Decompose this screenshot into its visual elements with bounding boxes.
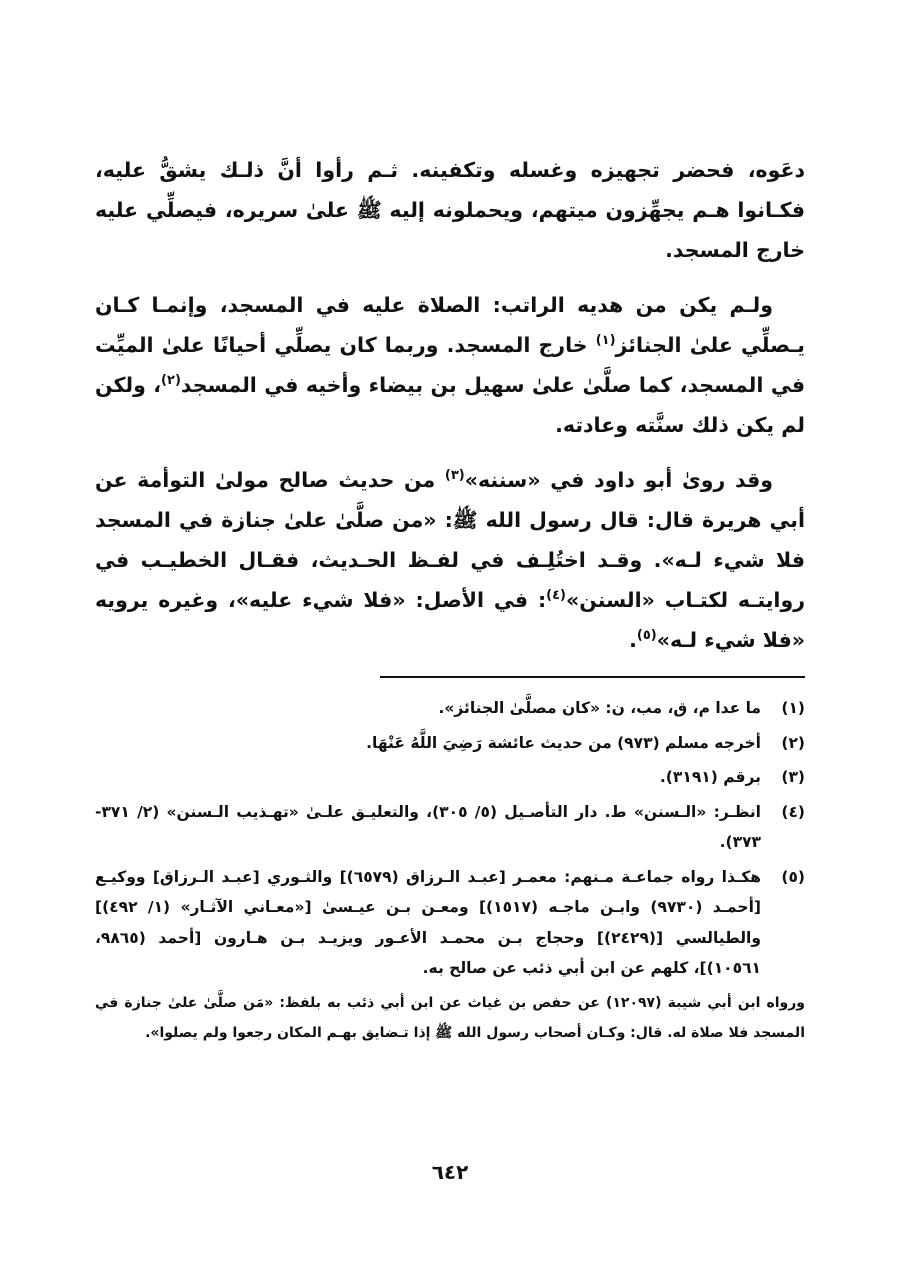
- footnote-4: [95, 797, 805, 858]
- footnote-text: ما عدا م، ق، مب، ن: «كان مصلَّىٰ الجنائز».: [438, 699, 761, 717]
- paragraph-3-part-b: من حديث صالح مولىٰ التوأمة عن أبي هريرة قال: قال رسول الله ﷺ: «من صلَّىٰ علىٰ جنازة في المسجد فلا شيء لـه». وقـد اختُلِـف في لفـظ الحـديث، فقـال الخطيـب في روايتـه لكتـاب «السنن»: [95, 468, 805, 612]
- footnote-ref-3[interactable]: (٣): [444, 468, 465, 484]
- footnote-1: [95, 693, 805, 724]
- footnote-2: [95, 728, 805, 759]
- footnote-ref-4[interactable]: (٤): [546, 588, 566, 604]
- main-text: [95, 150, 805, 675]
- paragraph-3: [95, 460, 805, 660]
- footnote-ref-1[interactable]: (١): [595, 333, 616, 349]
- paragraph-2-part-c: ، ولكن لم يكن ذلك سنَّته وعادته.: [95, 373, 805, 437]
- footnote-ref-5[interactable]: (٥): [636, 628, 657, 644]
- paragraph-3-part-c: : في الأصل: «فلا شيء عليه»، وغيره يرويه «فلا شيء لـه»: [95, 588, 805, 652]
- footnote-5-continuation: ورواه ابن أبي شيبة (١٢٠٩٧) عن حفص بن غياث عن ابن أبي ذئب به بلفظ: «مَن صلَّىٰ علىٰ جنازة في المسجد فلا صلاة له. قال: وكـان أصحاب رسول الله ﷺ إذا تـضايق بهـم المكان رجعوا ولم يصلوا».: [95, 994, 806, 1041]
- page-number: ٦٤٢: [431, 1160, 469, 1184]
- paragraph-3-part-d: .: [629, 628, 637, 652]
- footnote-text: برقم (٣١٩١).: [659, 768, 761, 786]
- footnote-text: أخرجه مسلم (٩٧٣) من حديث عائشة رَضِيَ اللَّهُ عَنْهَا.: [366, 733, 761, 752]
- footnote-5: [95, 862, 805, 984]
- footnote-text: هكـذا رواه جماعـة مـنهم: معمـر [عبـد الـرزاق (٦٥٧٩)] والثـوري [عبـد الـرزاق] ووكيـع [أحمـد (٩٧٣٠) وابـن ماجـه (١٥١٧)] ومعـن بـن عيـسىٰ [«معـاني الآثـار» (١/ ٤٩٢)] والطيالسي [(٢٤٢٩)] وحجاج بـن محمـد الأعـور ويزيـد بـن هـارون [أحمد (٩٨٦٥، ١٠٥٦١)]، كلهم عن ابن أبي ذئب عن صالح به.: [95, 867, 761, 977]
- footnote-number: (٢): [781, 733, 805, 752]
- footnote-number: (٤): [781, 802, 805, 821]
- footnote-text: انظـر: «الـسنن» ط. دار التأصـيل (٥/ ٣٠٥)، والتعليـق علـىٰ «تهـذيب الـسنن» (٢/ ٣٧١- ٣٧٣).: [95, 802, 761, 851]
- footnote-ref-2[interactable]: (٢): [161, 373, 181, 389]
- footnote-3: [95, 762, 805, 793]
- footnote-number: (١): [781, 699, 805, 717]
- paragraph-2: [95, 285, 805, 445]
- footnote-divider: [380, 676, 805, 678]
- footnotes: [95, 693, 805, 1049]
- paragraph-2-part-a: ولـم يكن من هديه الراتب: الصلاة عليه في المسجد، وإنمـا كـان يـصلِّي علىٰ الجنائز: [95, 293, 805, 357]
- footnote-number: (٥): [781, 867, 805, 886]
- paragraph-3-part-a: وقد روىٰ أبو داود في «سننه»: [464, 468, 773, 492]
- paragraph-2-part-b: خارج المسجد. وربما كان يصلِّي أحيانًا علىٰ الميِّت في المسجد، كما صلَّىٰ علىٰ سهيل بن بيضاء وأخيه في المسجد: [95, 333, 806, 397]
- paragraph-1: دعَوه، فحضر تجهيزه وغسله وتكفينه. ثـم رأوا أنَّ ذلـك يشقُّ عليه، فكـانوا هـم يجهِّزون ميتهم، ويحملونه إليه ﷺ علىٰ سريره، فيصلِّي عليه خارج المسجد.: [95, 158, 805, 262]
- footnote-number: (٣): [781, 768, 805, 786]
